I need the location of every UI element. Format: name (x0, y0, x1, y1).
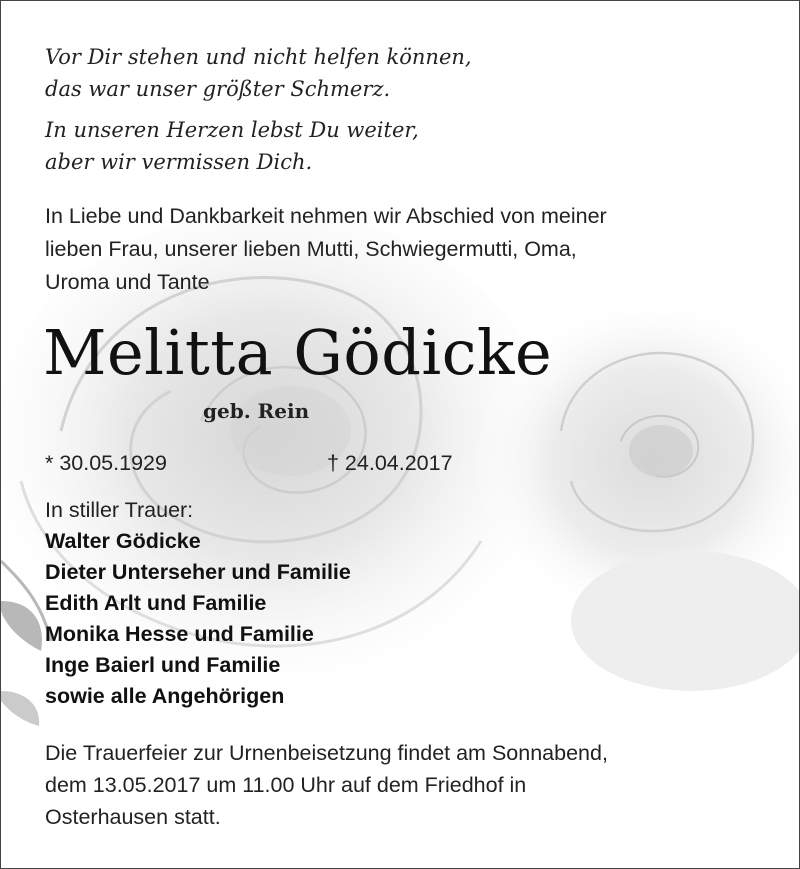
mourners-list (45, 495, 351, 712)
mourner-name: Dieter Unterseher und Familie (45, 560, 351, 584)
maiden-name: geb. Rein (203, 399, 310, 423)
mourners-heading: In stiller Trauer: (45, 498, 194, 522)
mourner-name: Monika Hesse und Familie (45, 622, 314, 646)
mourner-name: Edith Arlt und Familie (45, 591, 267, 615)
birth-date: * 30.05.1929 (45, 451, 167, 475)
intro-line: Uroma und Tante (45, 270, 210, 294)
service-line: Die Trauerfeier zur Urnenbeisetzung findet am Sonnabend, (45, 741, 608, 765)
deceased-name: Melitta Gödicke (43, 316, 553, 389)
mourner-name: sowie alle Angehörigen (45, 684, 285, 708)
intro-line: lieben Frau, unserer lieben Mutti, Schwiegermutti, Oma, (45, 237, 577, 261)
poem-line: In unseren Herzen lebst Du weiter, (45, 118, 419, 142)
service-details (45, 737, 608, 833)
service-line: dem 13.05.2017 um 11.00 Uhr auf dem Friedhof in (45, 773, 527, 797)
death-date: † 24.04.2017 (327, 451, 453, 475)
poem-line: aber wir vermissen Dich. (45, 150, 313, 174)
intro-line: In Liebe und Dankbarkeit nehmen wir Abschied von meiner (45, 204, 607, 228)
mourner-name: Walter Gödicke (45, 529, 201, 553)
notice-text (1, 1, 799, 868)
poem-line: das war unser größter Schmerz. (45, 77, 391, 101)
poem-stanza-1 (45, 41, 472, 105)
farewell-intro (45, 200, 607, 299)
poem-line: Vor Dir stehen und nicht helfen können, (45, 45, 472, 69)
poem-stanza-2 (45, 114, 419, 178)
mourner-name: Inge Baierl und Familie (45, 653, 281, 677)
service-line: Osterhausen statt. (45, 805, 221, 829)
